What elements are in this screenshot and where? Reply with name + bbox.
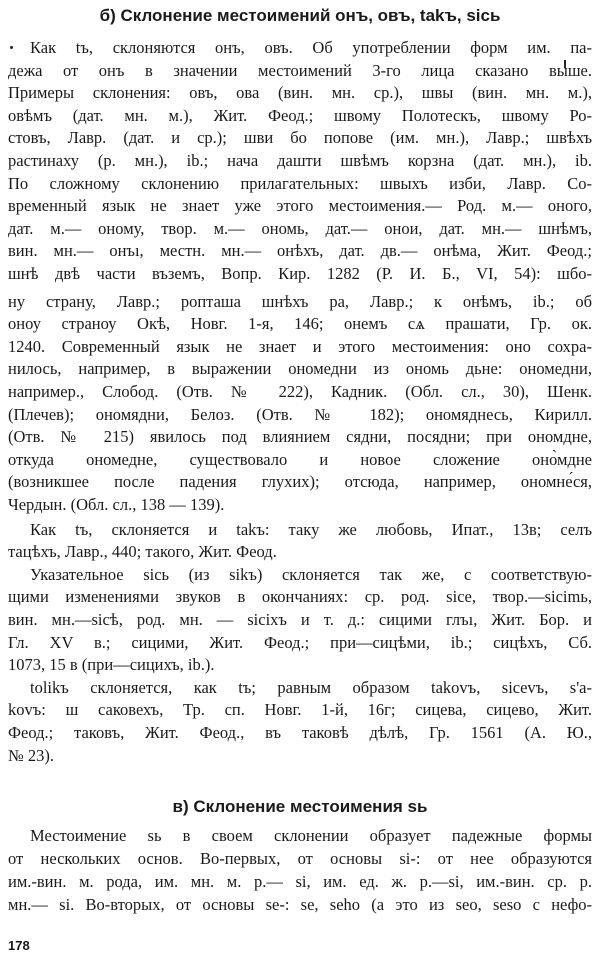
section-b-heading: б) Склонение местоимений онъ, овъ, takъ, sicь	[99, 6, 501, 25]
text-line: им.-вин. м. рода, им. мн. м. р.— si, им. ед. ж. р.—si, им.-вин. ср. р.	[8, 872, 592, 891]
text-line: тацѣхъ, Лавр., 440; такого, Жит. Феод.	[8, 542, 277, 562]
text-line: 1073, 15 в (при—сицихъ, ib.).	[8, 655, 215, 675]
text-line: щими изменениями звуков в окончаниях: ср. род. sice, твор.—sicimь,	[8, 587, 592, 607]
text-line: (Отв. № 215) явилось под влиянием сядни, посядни; при ономдне,	[8, 427, 592, 447]
text-line: например., Слобод. (Отв. № 222), Кадник. (Обл. сл., 30), Шенк.	[8, 382, 592, 401]
text-line: оноу страноу Окѣ, Новг. 1-я, 146; онемъ сѧ прашати, Гр. ок.	[8, 314, 592, 334]
text-line: вин. мн.— онъı, местн. мн.— онѣхъ, дат. дв.— онѣма, Жит. Феод.;	[8, 241, 592, 261]
page-number: 178	[8, 938, 30, 953]
section-v-heading: в) Склонение местоимения sь	[172, 797, 428, 816]
text-line: Указательное sicь (из sikъ) склоняется так же, с соответствую-	[30, 564, 592, 584]
text-line: Феод.; таковъ, Жит. Феод., въ таковѣ дѣлѣ, Гр. 1561 (А. Ю.,	[8, 723, 592, 742]
text-line: Примеры склонения: овъ, ова (вин. мн. ср.), швы (вин. мн. м.),	[8, 83, 592, 103]
text-line: стовъ, Лавр. (дат. и ср.); шви бо попове (им. мн.), Лавр.; швѣхъ	[8, 128, 592, 148]
text-line: растинаху (р. мн.), ib.; нача дашти швѣмъ корзна (дат. мн.), ib.	[8, 151, 592, 170]
text-line: (возникшее после падения глухих); отсюда, например, ономне́ся,	[8, 472, 592, 492]
text-line: временный язык не знает уже этого местоимения.— Род. м.— оного,	[8, 196, 592, 216]
text-line: шнѣ двѣ части въземъ, Вопр. Кир. 1282 (Р. И. Б., VI, 54): шбо-	[8, 264, 592, 283]
text-line: Как tъ, склоняются онъ, овъ. Об употреблении форм им. па-	[30, 38, 592, 57]
text-line: 1240. Современный язык не знает и этого местоимения: оно сохра-	[8, 336, 592, 356]
text-line: kovъ: ш саковехъ, Тр. сп. Новг. 1-й, 16г; сицева, сицево, Жит.	[8, 700, 592, 720]
page-speck	[10, 46, 13, 49]
text-line: № 23).	[8, 745, 54, 765]
text-line: tolikъ склоняется, как tъ; равным образом takovъ, sicevъ, s'a-	[30, 677, 592, 697]
text-line: Чердын. (Обл. сл., 138 — 139).	[8, 495, 225, 514]
text-line: Гл. XV в.; сицими, Жит. Феод.; при—сицѣми, ib.; сицѣхъ, Сб.	[8, 632, 592, 652]
text-line: от нескольких основ. Во-первых, от основы si-: от нее образуются	[8, 849, 592, 868]
text-line: овѣмъ (дат. мн. м.), Жит. Феод.; швому Полотескъ, швому Ро-	[8, 105, 592, 125]
text-line: нилось, например, в выражении ономедни из ономь дьне: ономедни,	[8, 359, 592, 379]
text-line: (Плечев); ономядни, Белоз. (Отв. № 182); ономяднесь, Кирилл.	[8, 404, 592, 424]
text-line: Как tъ, склоняется и takъ: таку же любовь, Ипат., 13в; селъ	[30, 519, 592, 539]
text-line: откуда ономедне, существовало и новое сложение оно̀мдне	[8, 449, 592, 469]
text-line: ну страну, Лавр.; ропташа шнѣхъ ра, Лавр.; к онѣмъ, ib.; об	[8, 291, 592, 311]
text-line: мн.— si. Во-вторых, от основы se-: se, seho (а это из seo, seso с нефо-	[8, 895, 592, 914]
text-line: вин. мн.—sicѣ, род. мн. — sicixъ и т. д.: сицими глъı, Жит. Бор. и	[8, 610, 592, 629]
text-line: По сложному склонению прилагательных: швыхъ изби, Лавр. Со-	[8, 173, 592, 193]
text-line: дат. м.— оному, твор. м.— ономь, дат.— онои, дат. мн.— шнѣмъ,	[8, 218, 592, 238]
text-line: Местоимение sь в своем склонении образует падежные формы	[30, 826, 592, 845]
text-line: дежа от онъ в значении местоимений 3-го лица сказано выше.	[8, 60, 592, 80]
